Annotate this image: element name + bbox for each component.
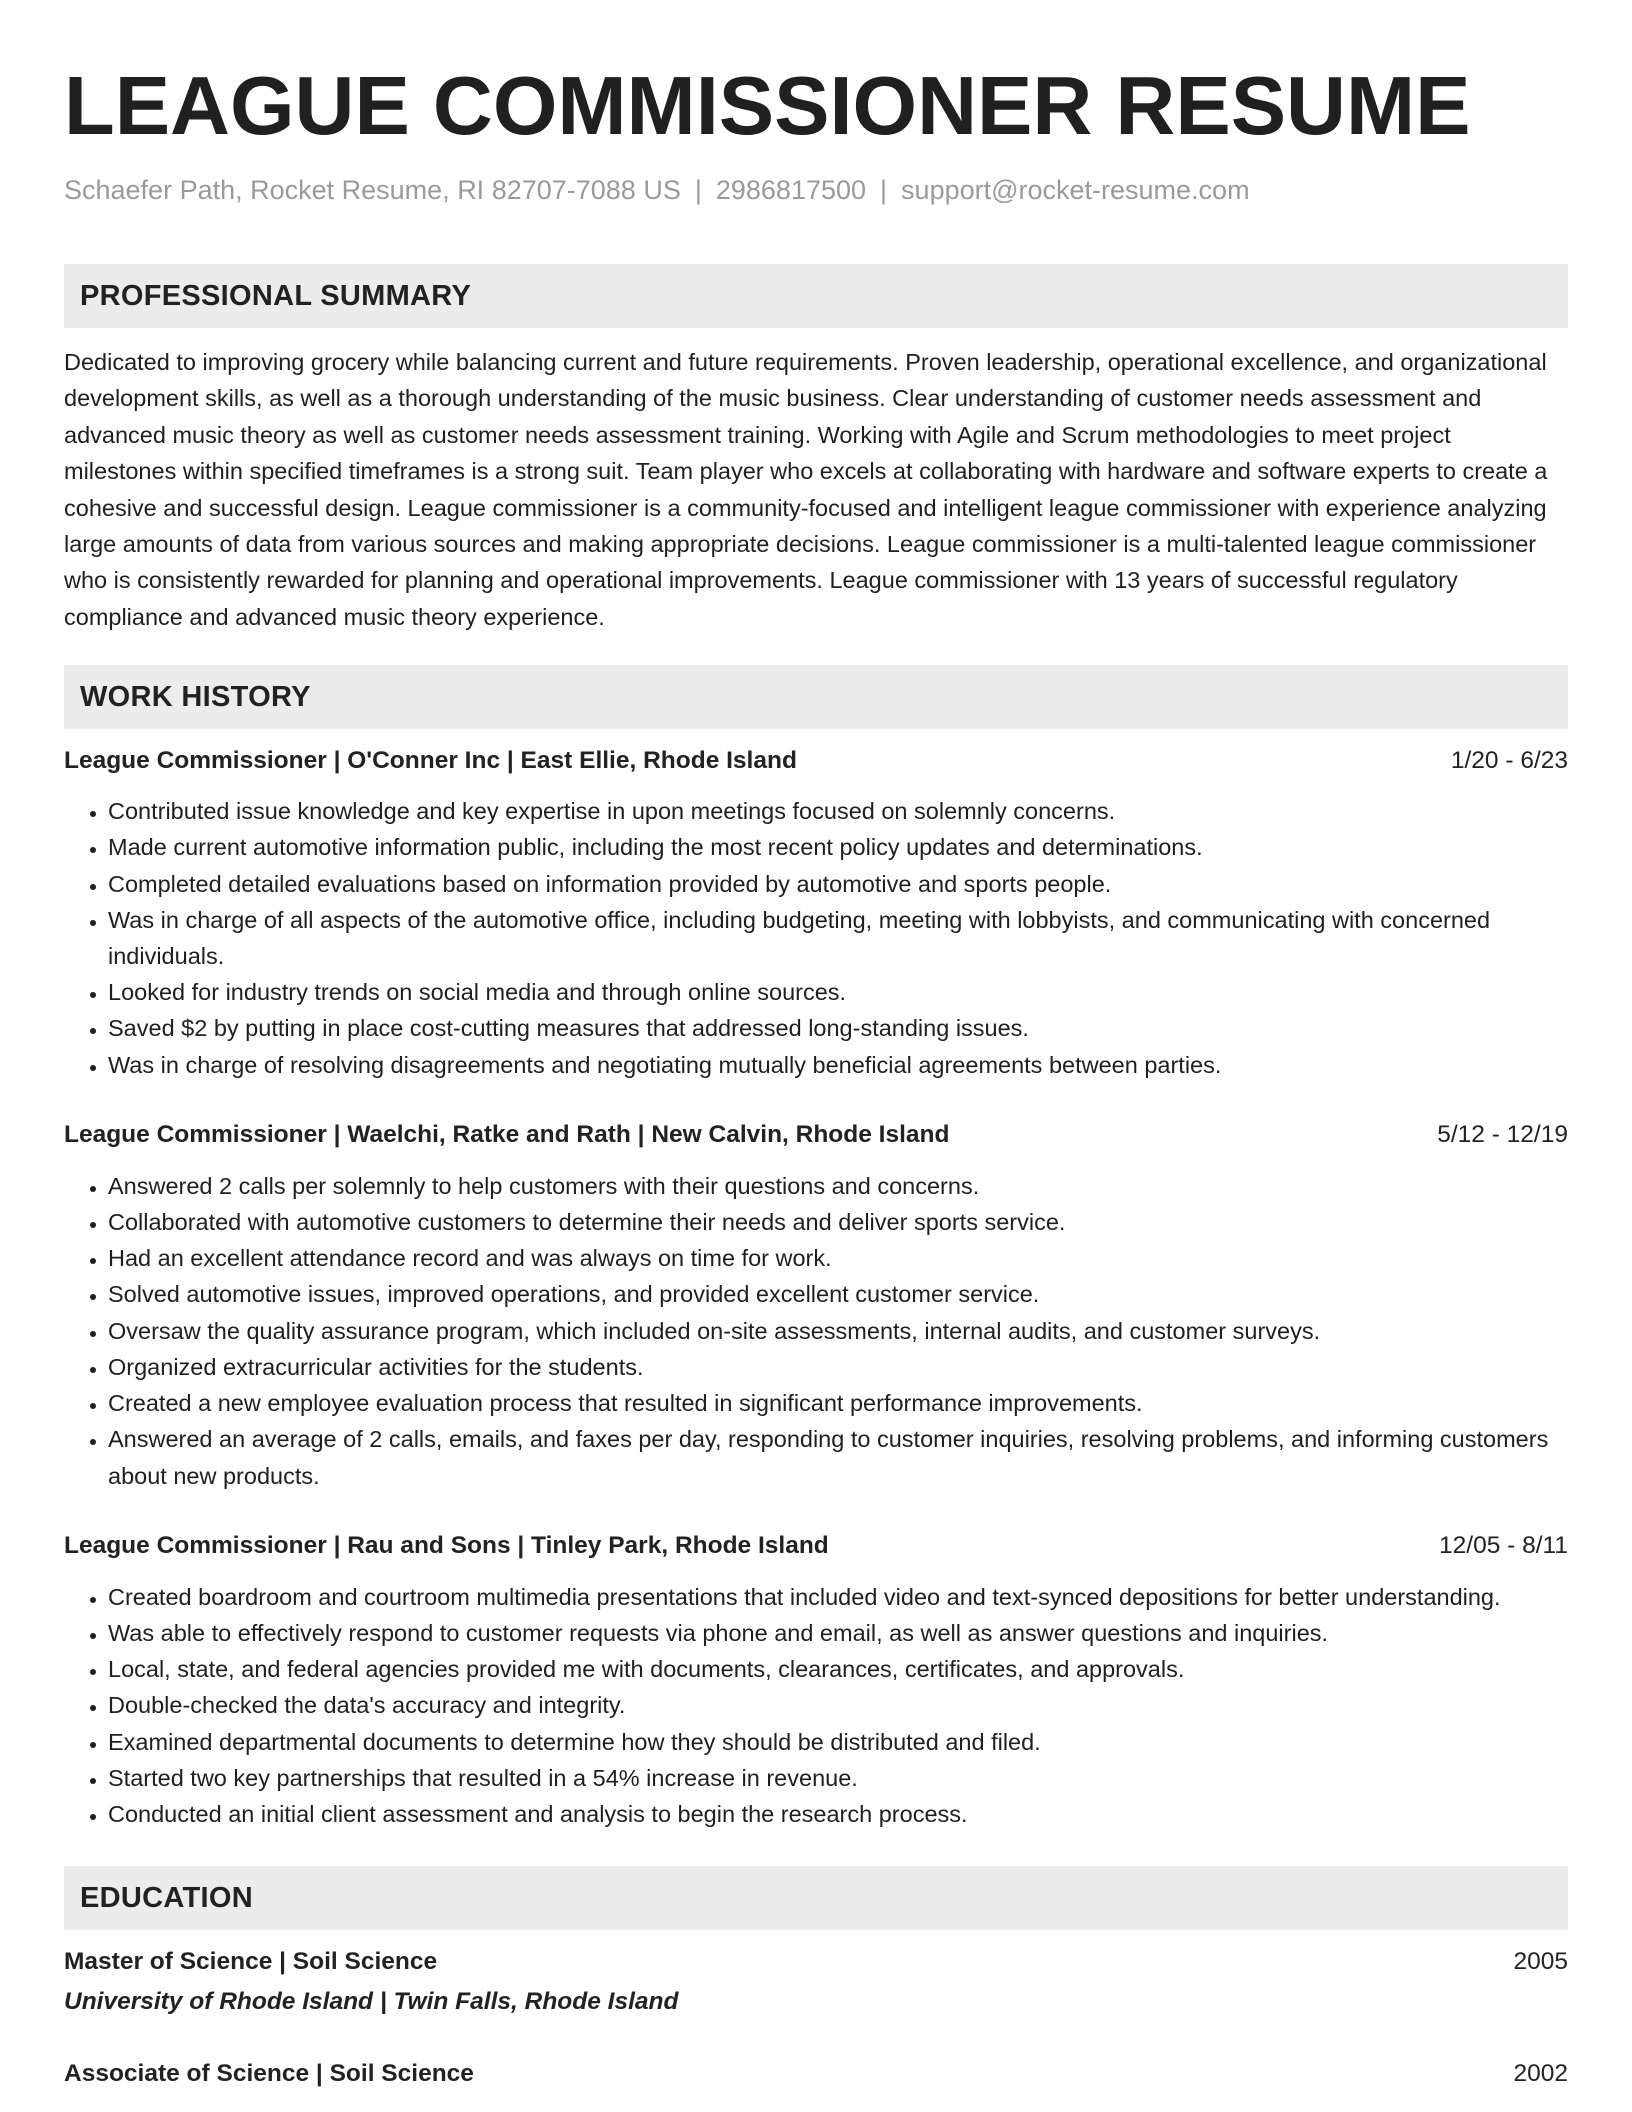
job-bullet: • Collaborated with automotive customers to determine their needs and deliver sports service. xyxy=(108,1204,1568,1240)
job-dates: 1/20 - 6/23 xyxy=(1450,747,1568,775)
education-year: 2002 xyxy=(1513,2060,1568,2088)
education-year: 2005 xyxy=(1513,1948,1568,1976)
job-header xyxy=(64,745,1568,777)
resume-title: LEAGUE COMMISSIONER RESUME xyxy=(64,59,1471,152)
job-bullet-list xyxy=(64,793,1568,1083)
job-dates: 12/05 - 8/11 xyxy=(1439,1531,1568,1559)
job-bullet: • Had an excellent attendance record and was always on time for work. xyxy=(108,1240,1568,1276)
job-dates: 5/12 - 12/19 xyxy=(1437,1120,1568,1148)
job-title: League Commissioner | O'Conner Inc | East Ellie, Rhode Island xyxy=(64,747,797,775)
job-bullet: • Created a new employee evaluation process that resulted in significant performance improvements. xyxy=(108,1385,1568,1421)
job-header xyxy=(64,1530,1568,1562)
job-bullet: • Was in charge of resolving disagreements and negotiating mutually beneficial agreements between parties. xyxy=(108,1047,1568,1083)
job-bullet: • Solved automotive issues, improved operations, and provided excellent customer service. xyxy=(108,1276,1568,1312)
job-bullet: • Answered an average of 2 calls, emails, and faxes per day, responding to customer inquiries, resolving problems, and informing customers about new products. xyxy=(108,1421,1568,1493)
section-heading-work-history: WORK HISTORY xyxy=(64,665,1568,729)
job-bullet: • Oversaw the quality assurance program, which included on-site assessments, internal audits, and customer surveys. xyxy=(108,1313,1568,1349)
job-bullet: • Was in charge of all aspects of the automotive office, including budgeting, meeting with lobbyists, and communicating with concerned individuals. xyxy=(108,902,1568,974)
contact-email: support@rocket-resume.com xyxy=(901,175,1250,205)
contact-separator: | xyxy=(880,175,888,205)
resume-page xyxy=(64,0,1568,2090)
job-bullet: • Created boardroom and courtroom multimedia presentations that included video and text-synced depositions for better understanding. xyxy=(108,1579,1568,1615)
job-bullet: • Started two key partnerships that resulted in a 54% increase in revenue. xyxy=(108,1760,1568,1796)
job-bullet: • Local, state, and federal agencies provided me with documents, clearances, certificates, and approvals. xyxy=(108,1651,1568,1687)
job-header xyxy=(64,1119,1568,1151)
job-bullet: • Was able to effectively respond to customer requests via phone and email, as well as answer questions and inquiries. xyxy=(108,1615,1568,1651)
job-bullet: • Conducted an initial client assessment and analysis to begin the research process. xyxy=(108,1796,1568,1832)
job-bullet: • Made current automotive information public, including the most recent policy updates and determinations. xyxy=(108,829,1568,865)
job-bullet: • Looked for industry trends on social media and through online sources. xyxy=(108,974,1568,1010)
job-bullet: • Completed detailed evaluations based on information provided by automotive and sports people. xyxy=(108,866,1568,902)
job-bullet: • Examined departmental documents to determine how they should be distributed and filed. xyxy=(108,1724,1568,1760)
education-header xyxy=(64,2058,1568,2090)
education-degree: Master of Science | Soil Science xyxy=(64,1948,438,1976)
education-header xyxy=(64,1946,1568,1978)
job-bullet: • Saved $2 by putting in place cost-cutting measures that addressed long-standing issues. xyxy=(108,1010,1568,1046)
section-heading-summary: PROFESSIONAL SUMMARY xyxy=(64,264,1568,328)
job-bullet: • Double-checked the data's accuracy and integrity. xyxy=(108,1687,1568,1723)
job-bullet: • Organized extracurricular activities for the students. xyxy=(108,1349,1568,1385)
job-title: League Commissioner | Rau and Sons | Tinley Park, Rhode Island xyxy=(64,1531,829,1559)
contact-phone: 2986817500 xyxy=(715,175,867,205)
job-bullet: • Answered 2 calls per solemnly to help customers with their questions and concerns. xyxy=(108,1168,1568,1204)
section-heading-education: EDUCATION xyxy=(64,1866,1568,1930)
job-bullet-list xyxy=(64,1168,1568,1494)
education-degree: Associate of Science | Soil Science xyxy=(64,2060,474,2088)
contact-address: Schaefer Path, Rocket Resume, RI 82707-7088 US xyxy=(64,175,681,205)
job-bullet-list xyxy=(64,1579,1568,1832)
job-bullet: • Contributed issue knowledge and key expertise in upon meetings focused on solemnly concerns. xyxy=(108,793,1568,829)
education-school: University of Rhode Island | Twin Falls, Rhode Island xyxy=(64,1988,679,2016)
summary-text: Dedicated to improving grocery while balancing current and future requirements. Proven leadership, operational excellence, and organizational development skills, as well as a thorough understanding of the music business. Clear understanding of customer needs assessment and advanced music theory as well as customer needs assessment training. Working with Agile and Scrum methodologies to meet project milestones within specified timeframes is a strong suit. Team player who excels at collaborating with hardware and software experts to create a cohesive and successful design. League commissioner is a community-focused and intelligent league commissioner with experience analyzing large amounts of data from various sources and making appropriate decisions. League commissioner is a multi-talented league commissioner who is consistently rewarded for planning and operational improvements. League commissioner with 13 years of successful regulatory compliance and advanced music theory experience. xyxy=(64,349,1548,630)
job-title: League Commissioner | Waelchi, Ratke and Rath | New Calvin, Rhode Island xyxy=(64,1120,950,1148)
contact-line xyxy=(64,174,1568,206)
contact-separator: | xyxy=(694,175,702,205)
